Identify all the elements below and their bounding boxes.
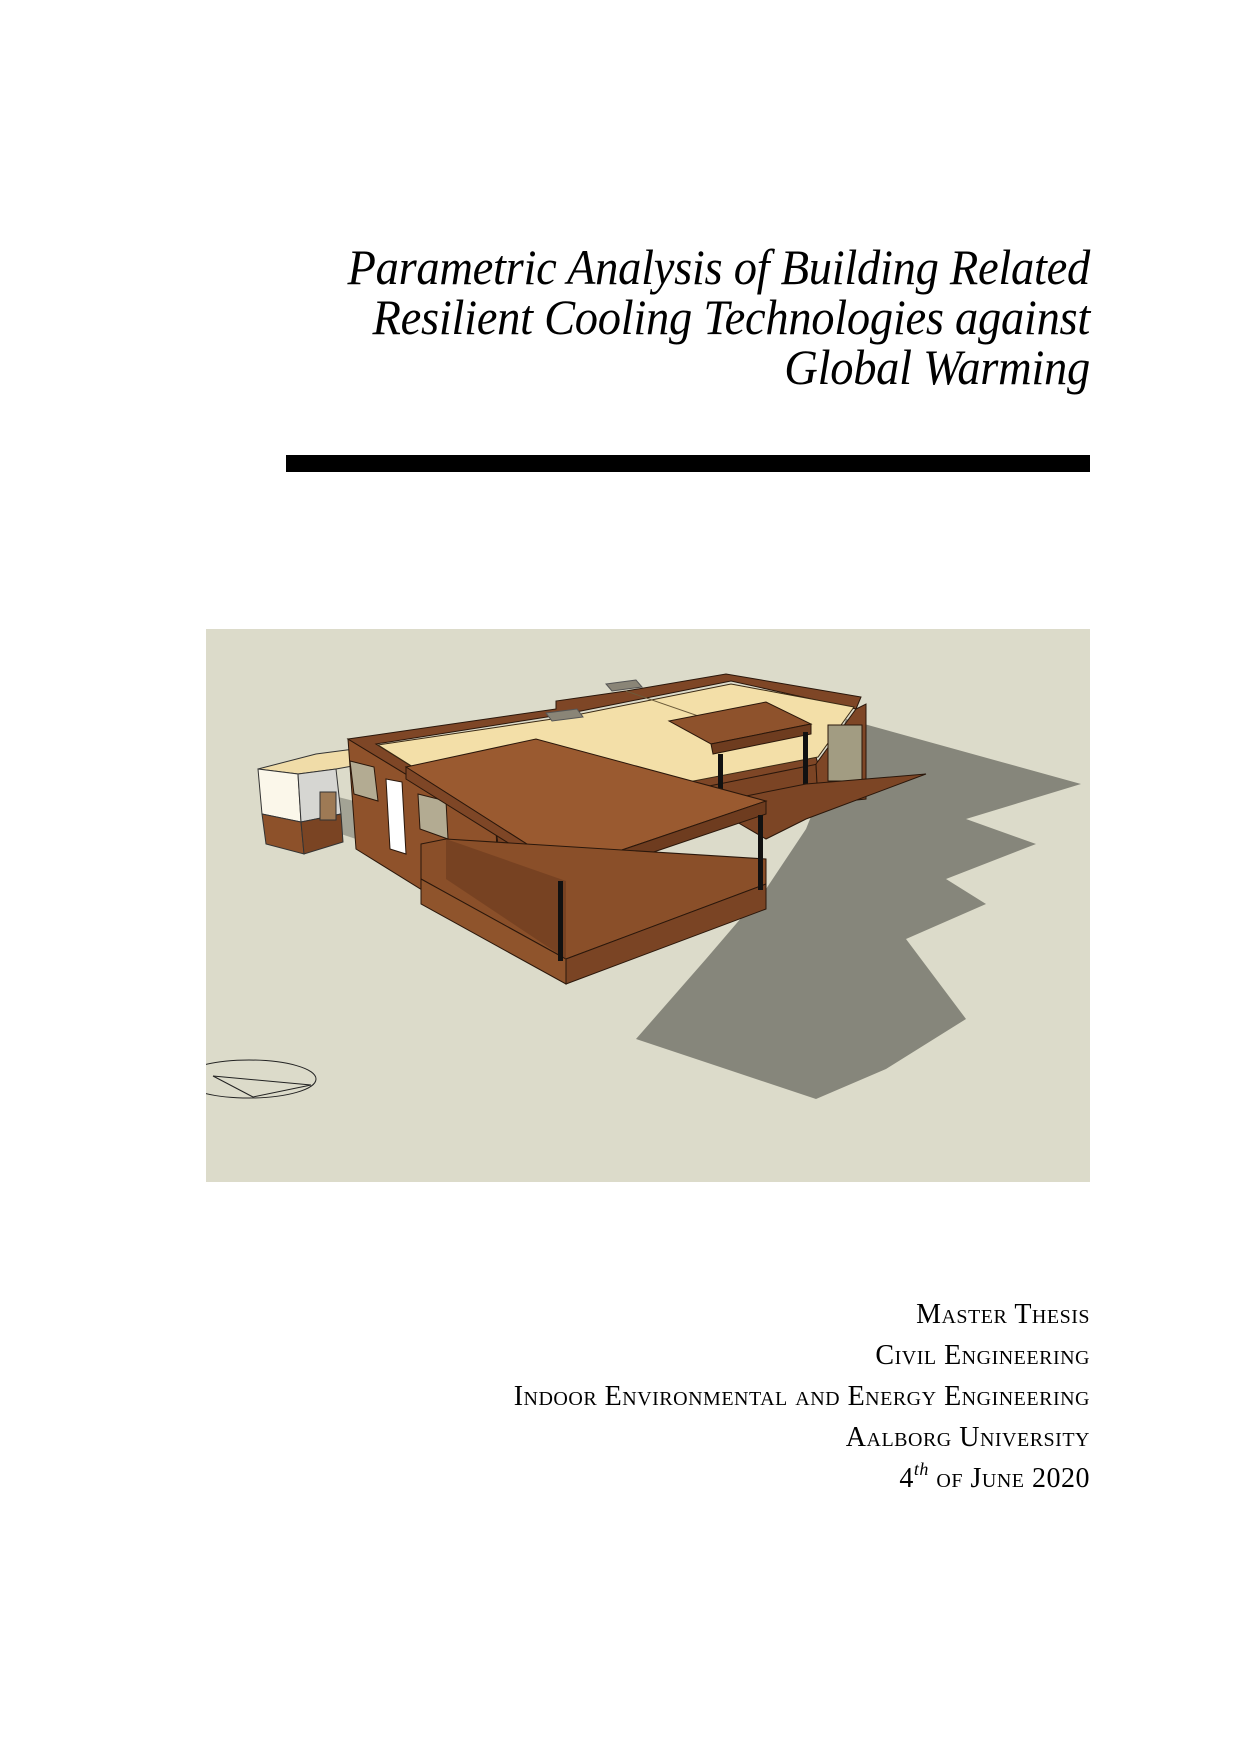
date-suffix: th [913, 1459, 929, 1479]
submission-date [514, 1458, 1090, 1499]
specialisation: Indoor Environmental and Energy Engineering [513, 1381, 1090, 1412]
programme: Civil Engineering [875, 1340, 1090, 1371]
university: Aalborg University [845, 1422, 1090, 1453]
date-rest: of June 2020 [928, 1463, 1090, 1494]
title-rule-divider [286, 455, 1090, 472]
title-line-1: Parametric Analysis of Building Related [347, 239, 1090, 295]
thesis-title [253, 239, 1090, 395]
thesis-type: Master Thesis [916, 1299, 1090, 1330]
cover-figure-building-render [206, 629, 1090, 1182]
title-line-2: Resilient Cooling Technologies against [372, 289, 1090, 345]
title-line-3: Global Warming [784, 339, 1090, 395]
date-day: 4 [899, 1463, 914, 1494]
thesis-info-block [514, 1294, 1090, 1499]
